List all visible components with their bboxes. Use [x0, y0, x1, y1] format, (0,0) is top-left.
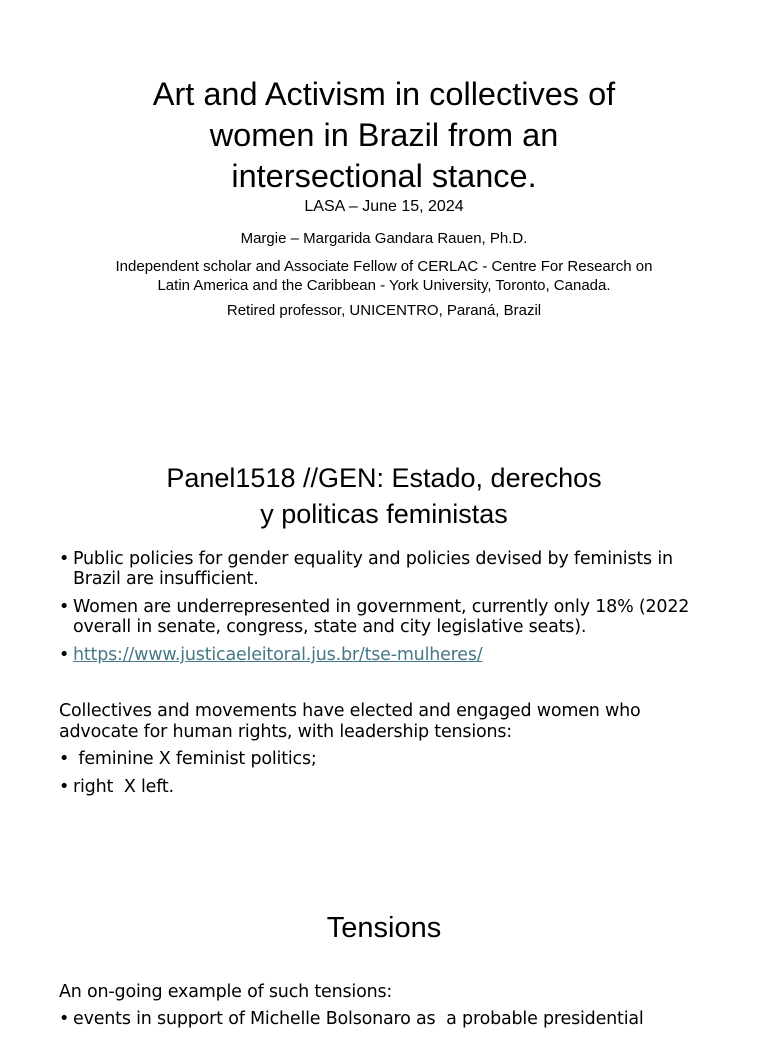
affiliation-line-2: Latin America and the Caribbean - York University, Toronto, Canada. — [157, 277, 611, 294]
bullet-glyph: • — [59, 597, 70, 617]
event-date: LASA – June 15, 2024 — [304, 198, 464, 215]
bullet-text: events in support of Michelle Bolsonaro as a probable presidential — [73, 1009, 644, 1029]
bullet-glyph: • — [59, 645, 70, 665]
bullet-text-line: Brazil are insufficient. — [73, 569, 259, 589]
tse-mulheres-link[interactable]: https://www.justicaeleitoral.jus.br/tse-mulheres/ — [73, 645, 483, 665]
bullet-text-line: Women are underrepresented in government, currently only 18% (2022 — [73, 597, 690, 617]
slide-2-title-line-2: y politicas feministas — [260, 499, 508, 529]
bullet-text-line: Public policies for gender equality and policies devised by feminists in — [73, 549, 673, 569]
bullet-text-line: overall in senate, congress, state and city legislative seats). — [73, 617, 587, 637]
retired-professor: Retired professor, UNICENTRO, Paraná, Brazil — [226, 302, 542, 319]
author-name: Margie – Margarida Gandara Rauen, Ph.D. — [240, 230, 528, 247]
bullet-glyph: • — [59, 1009, 70, 1029]
slide-3-title: Tensions — [326, 912, 442, 944]
slide-3-intro: An on-going example of such tensions: — [59, 982, 393, 1002]
slide-1-title-line-3: intersectional stance. — [231, 158, 537, 194]
bullet-glyph: • — [59, 749, 70, 769]
slide-1-title-line-1: Art and Activism in collectives of — [152, 76, 616, 112]
bullet-glyph: • — [59, 777, 70, 797]
paragraph-line-2: advocate for human rights, with leadership tensions: — [59, 722, 512, 742]
paragraph-line-1: Collectives and movements have elected and engaged women who — [59, 701, 641, 721]
list-item — [59, 1009, 759, 1029]
affiliation-line-1: Independent scholar and Associate Fellow of CERLAC - Centre For Research on — [115, 258, 653, 275]
bullet-text: feminine X feminist politics; — [73, 749, 317, 769]
bullet-text: right X left. — [73, 777, 174, 797]
slide-1-title-line-2: women in Brazil from an — [209, 117, 559, 153]
bullet-glyph: • — [59, 549, 70, 569]
slide-2-title-line-1: Panel1518 //GEN: Estado, derechos — [166, 463, 602, 493]
slide-3-bullet-list — [59, 1009, 759, 1037]
